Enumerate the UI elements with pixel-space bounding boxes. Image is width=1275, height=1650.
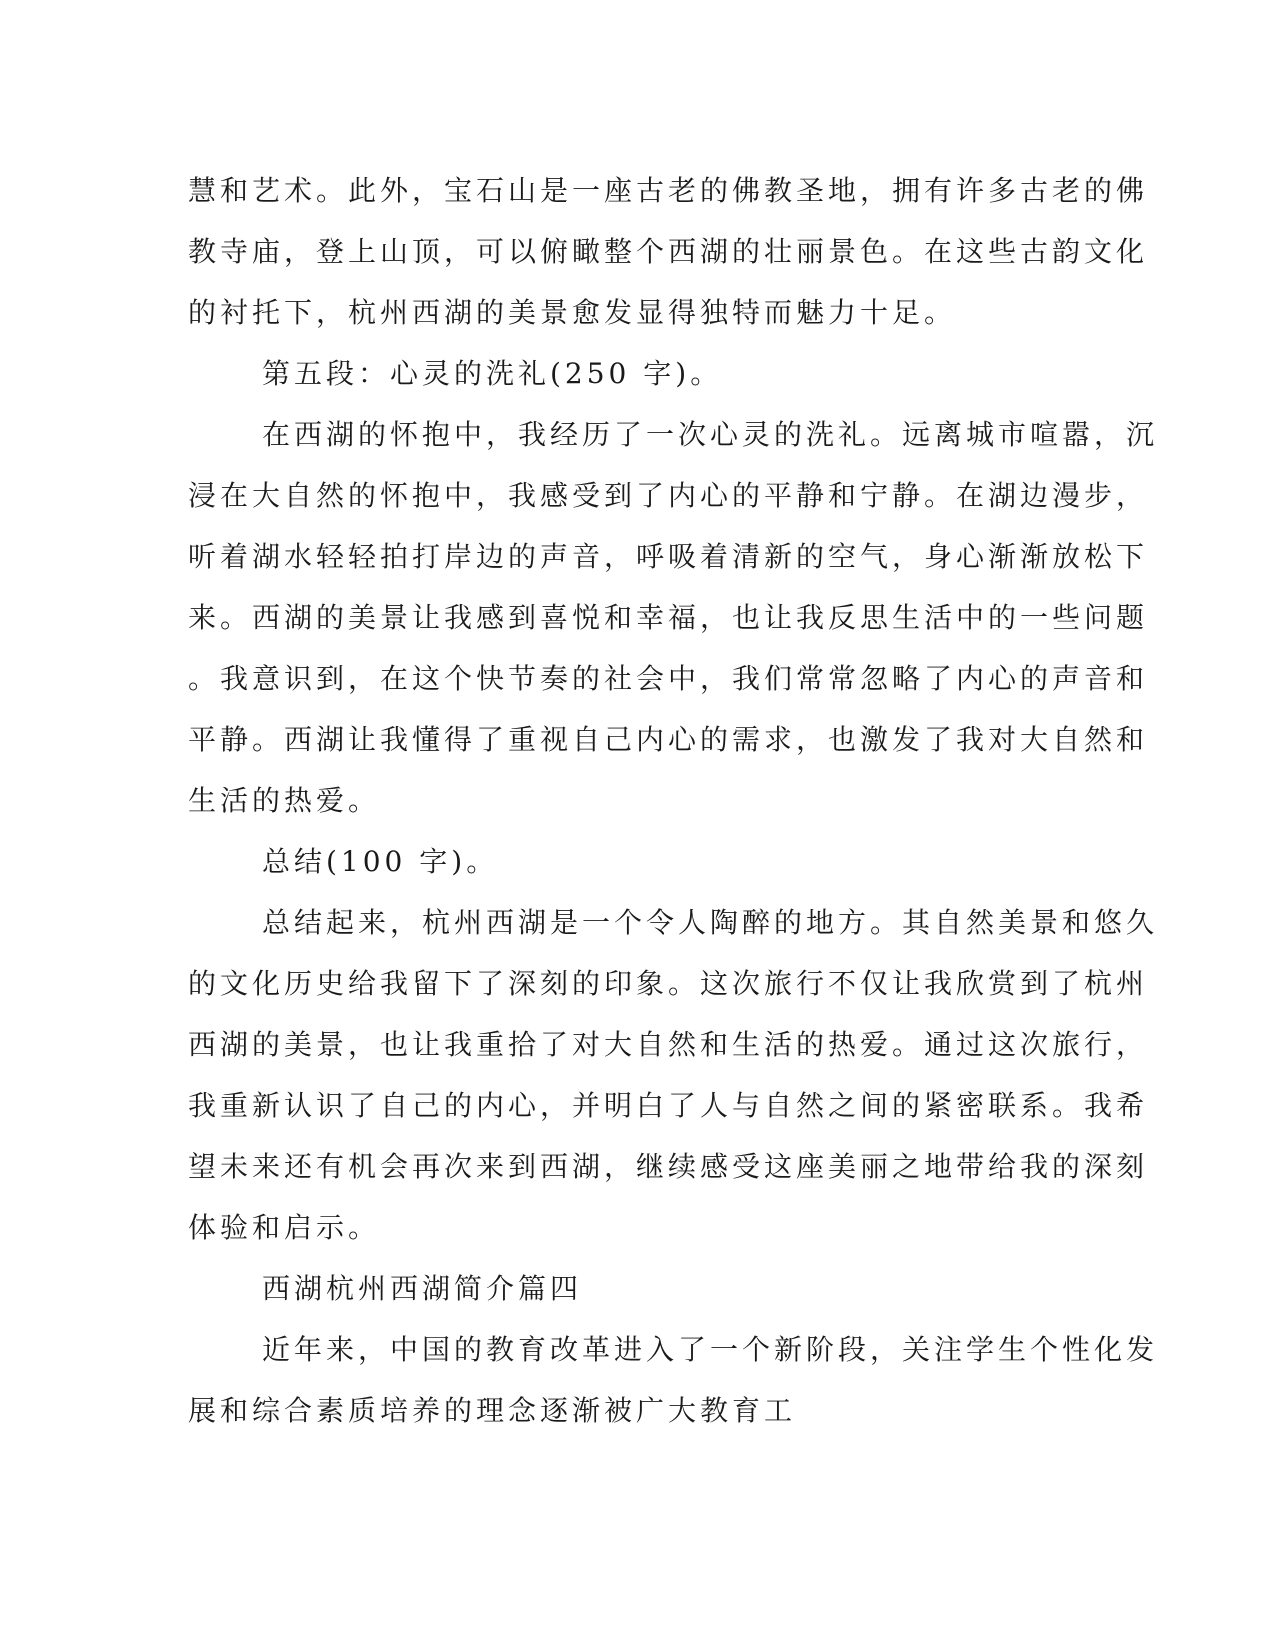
text-line: 平静。西湖让我懂得了重视自己内心的需求，也激发了我对大自然和 <box>188 723 1149 756</box>
text-line: 生活的热爱。 <box>188 784 381 817</box>
text-line: 听着湖水轻轻拍打岸边的声音，呼吸着清新的空气，身心渐渐放松下 <box>188 540 1149 573</box>
text-line: 的衬托下，杭州西湖的美景愈发显得独特而魅力十足。 <box>188 296 957 329</box>
document-body <box>188 160 1159 1441</box>
text-line: 展和综合素质培养的理念逐渐被广大教育工 <box>188 1394 797 1427</box>
text-line: 来。西湖的美景让我感到喜悦和幸福，也让我反思生活中的一些问题 <box>188 601 1149 634</box>
text-line: 总结(100 字)。 <box>262 845 499 878</box>
text-line: 我重新认识了自己的内心，并明白了人与自然之间的紧密联系。我希 <box>188 1089 1149 1122</box>
text-line: 在西湖的怀抱中，我经历了一次心灵的洗礼。远离城市喧嚣，沉 <box>262 418 1159 451</box>
text-line: 总结起来，杭州西湖是一个令人陶醉的地方。其自然美景和悠久 <box>262 906 1159 939</box>
text-line: 体验和启示。 <box>188 1211 381 1244</box>
text-line: 浸在大自然的怀抱中，我感受到了内心的平静和宁静。在湖边漫步， <box>188 479 1149 512</box>
text-line: 慧和艺术。此外，宝石山是一座古老的佛教圣地，拥有许多古老的佛 <box>188 174 1149 207</box>
text-line: 。我意识到，在这个快节奏的社会中，我们常常忽略了内心的声音和 <box>188 662 1149 695</box>
text-line: 近年来，中国的教育改革进入了一个新阶段，关注学生个性化发 <box>262 1333 1159 1366</box>
text-line: 的文化历史给我留下了深刻的印象。这次旅行不仅让我欣赏到了杭州 <box>188 967 1149 1000</box>
text-line: 望未来还有机会再次来到西湖，继续感受这座美丽之地带给我的深刻 <box>188 1150 1149 1183</box>
text-line: 西湖的美景，也让我重拾了对大自然和生活的热爱。通过这次旅行， <box>188 1028 1149 1061</box>
text-line: 教寺庙，登上山顶，可以俯瞰整个西湖的壮丽景色。在这些古韵文化 <box>188 235 1149 268</box>
text-line: 第五段：心灵的洗礼(250 字)。 <box>262 357 723 390</box>
text-line: 西湖杭州西湖简介篇四 <box>262 1272 583 1305</box>
